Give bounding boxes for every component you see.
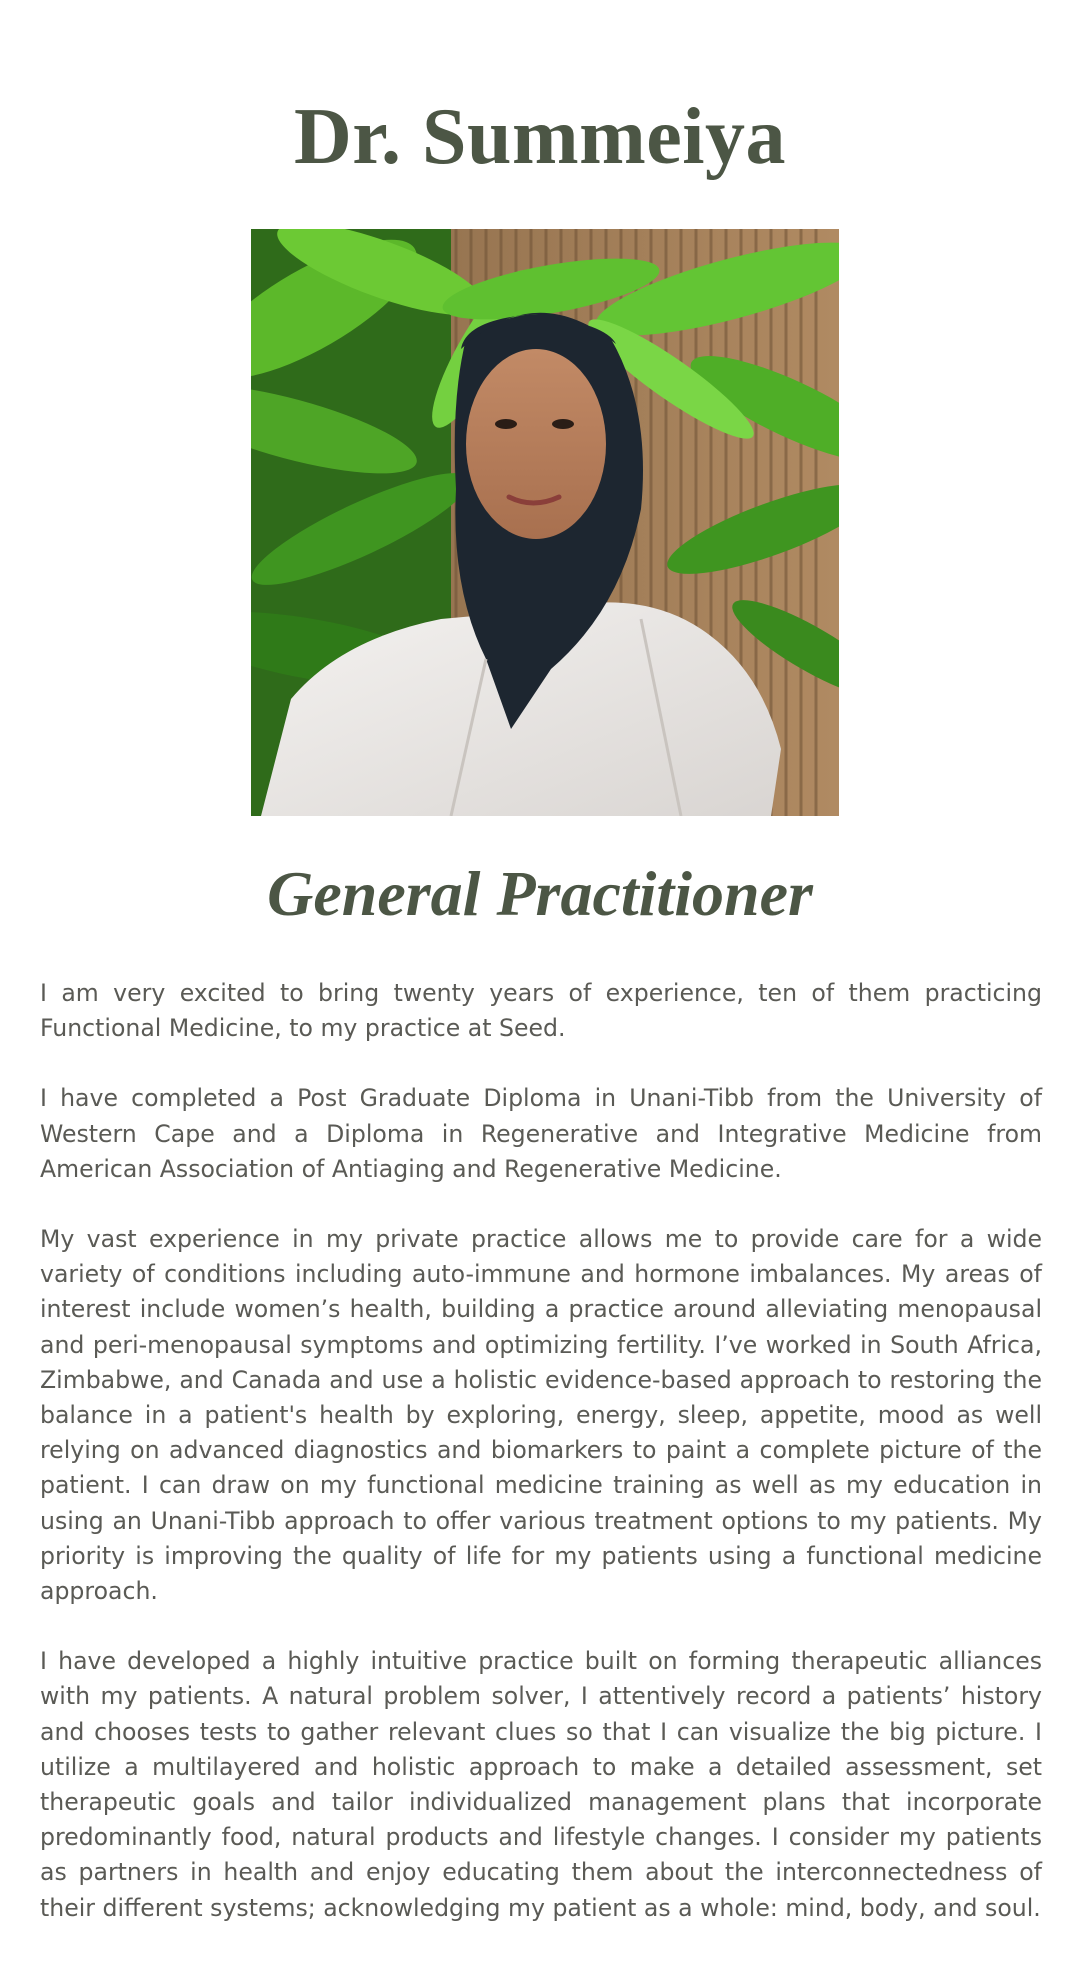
bio-section	[40, 976, 1042, 1961]
role-title: General Practitioner	[267, 858, 813, 929]
doctor-portrait-photo	[251, 229, 839, 816]
bio-paragraph: I have developed a highly intuitive practice built on forming therapeutic alliances with my patients. A natural problem solver, I attentively record a patients’ history and chooses tests to gather relevant clues so that I can visualize the big picture. I utilize a multilayered and holistic approach to make a detailed assessment, set therapeutic goals and tailor individualized management plans that incorporate predominantly food, natural products and lifestyle changes. I consider my patients as partners in health and enjoy educating them about the interconnectedness of their different systems; acknowledging my patient as a whole: mind, body, and soul.	[40, 1647, 1042, 1922]
bio-paragraph: My vast experience in my private practice allows me to provide care for a wide variety of conditions including auto-immune and hormone imbalances. My areas of interest include women’s health, building a practice around alleviating menopausal and peri-menopausal symptoms and optimizing fertility. I’ve worked in South Africa, Zimbabwe, and Canada and use a holistic evidence-based approach to restoring the balance in a patient's health by exploring, energy, sleep, appetite, mood as well relying on advanced diagnostics and biomarkers to paint a complete picture of the patient. I can draw on my functional medicine training as well as my education in using an Unani-Tibb approach to offer various treatment options to my patients. My priority is improving the quality of life for my patients using a functional medicine approach.	[40, 1225, 1042, 1606]
bio-paragraph: I have completed a Post Graduate Diploma in Unani-Tibb from the University of Western Cape and a Diploma in Regenerative and Integrative Medicine from American Association of Antiaging and Regenerative Medicine.	[40, 1084, 1042, 1183]
page-title: Dr. Summeiya	[294, 93, 786, 181]
bio-paragraph: I am very excited to bring twenty years of experience, ten of them practicing Functional Medicine, to my practice at Seed.	[40, 979, 1042, 1043]
